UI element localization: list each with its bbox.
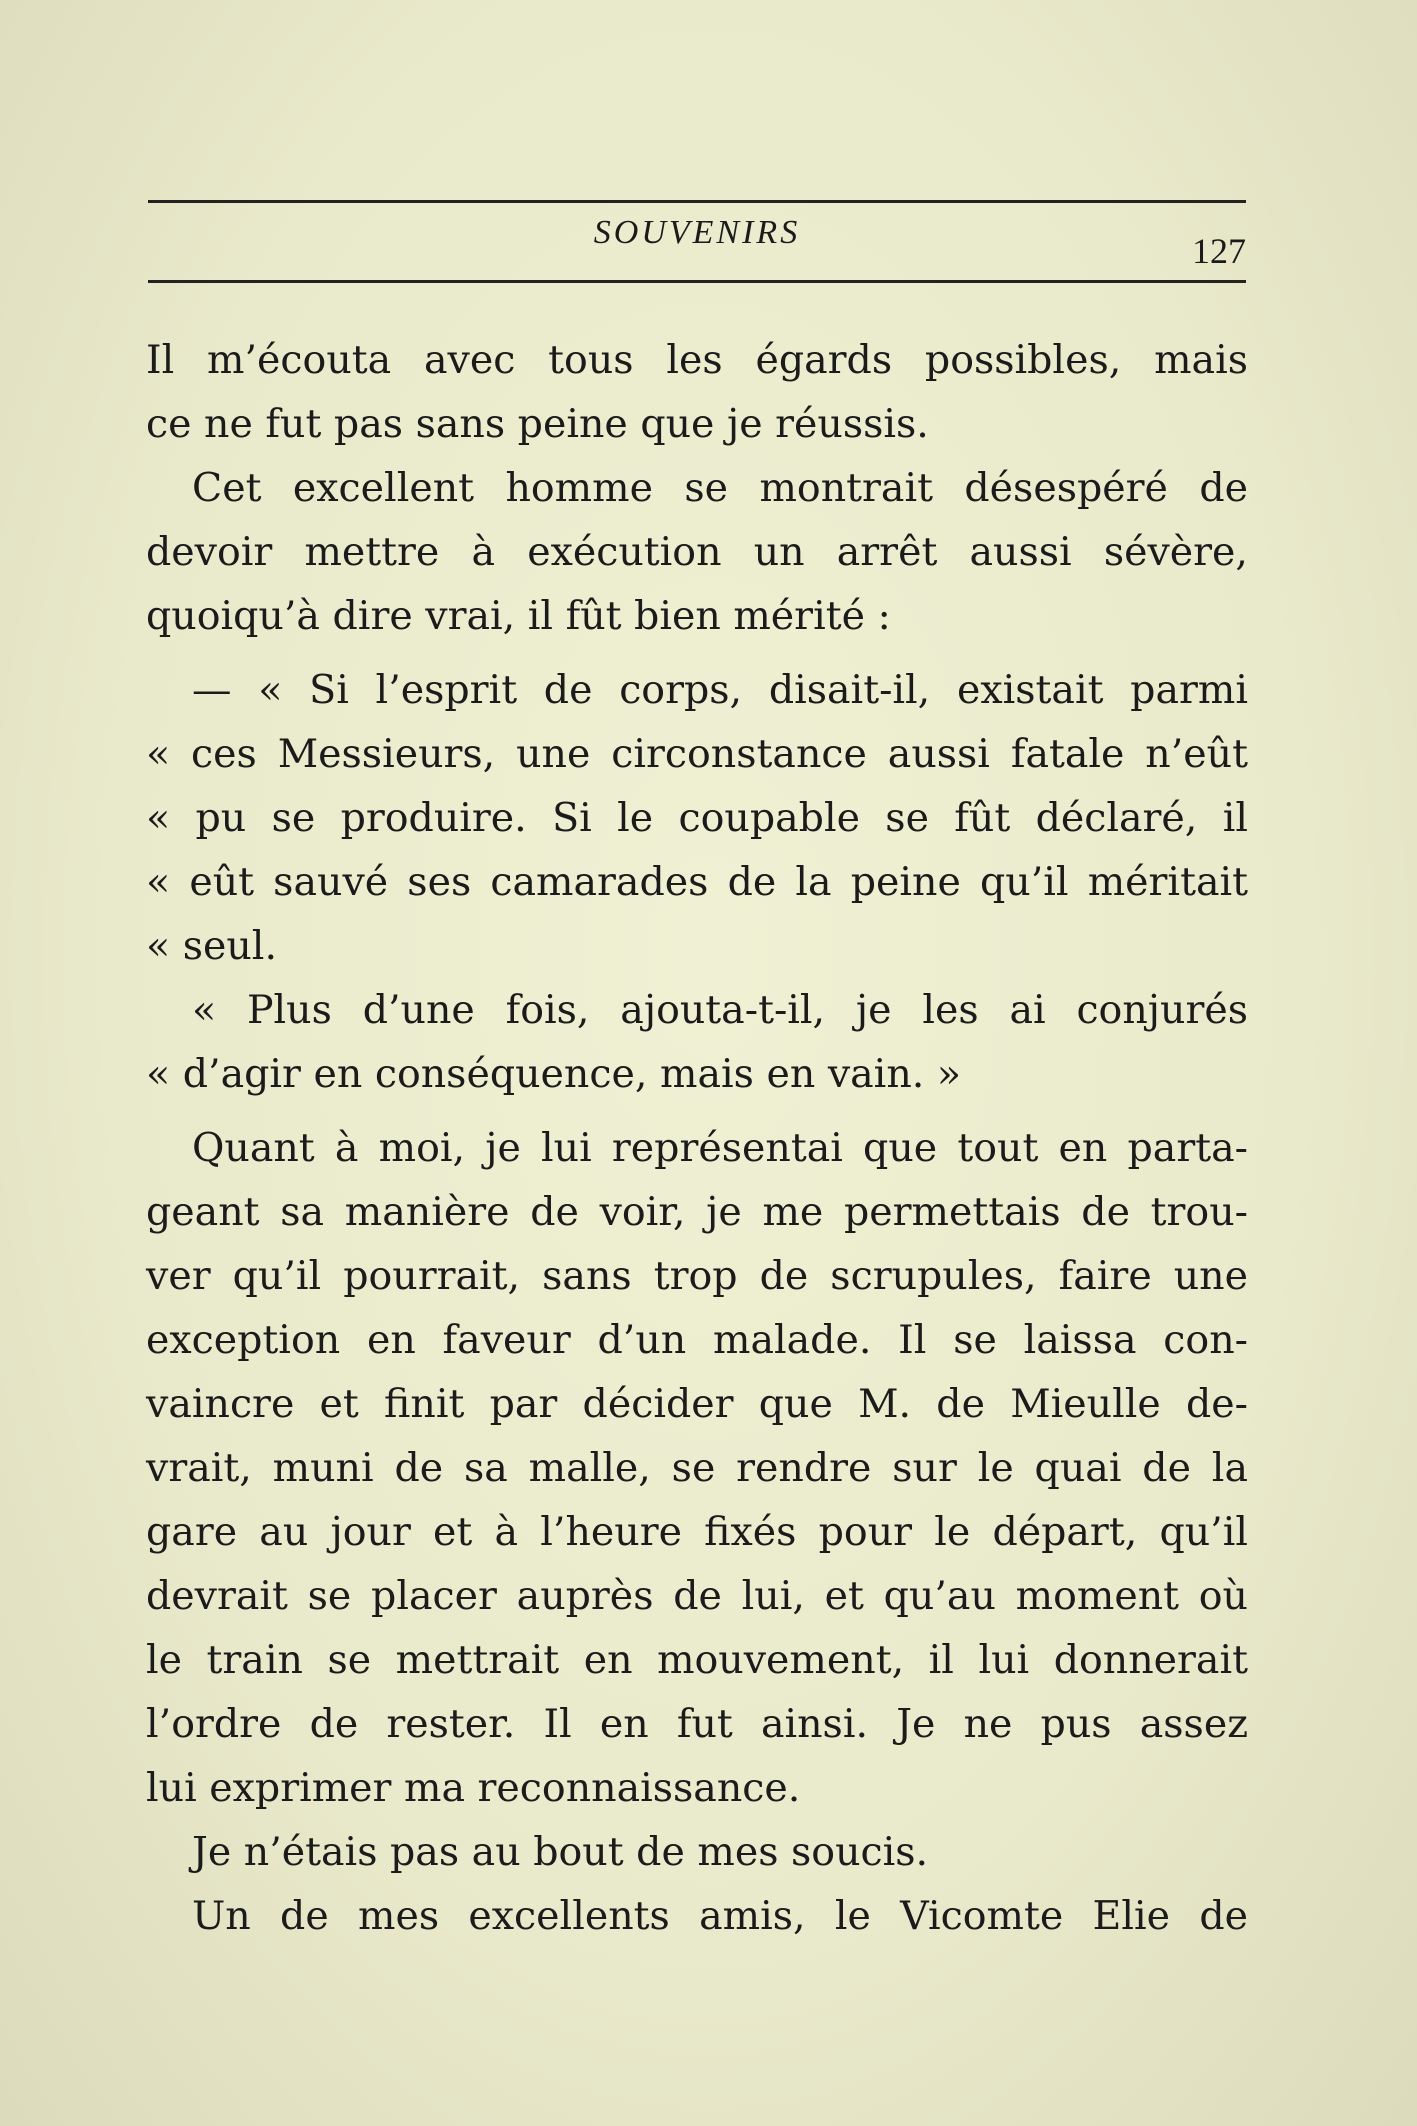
text-line: « seul. [146,923,277,969]
text-line: le train se mettrait en mouvement, il lui donnerait [146,1637,1248,1683]
header-rule-bottom [148,280,1246,283]
text-line: « pu se produire. Si le coupable se fût déclaré, il [146,795,1248,841]
text-line: Cet excellent homme se montrait désespéré de [192,465,1248,511]
text-line: quoiqu’à dire vrai, il fût bien mérité : [146,593,891,639]
text-line: « eût sauvé ses camarades de la peine qu’il méritait [146,859,1248,905]
text-line: Un de mes excellents amis, le Vicomte Elie de [192,1893,1248,1939]
text-line: devoir mettre à exécution un arrêt aussi sévère, [146,529,1248,575]
text-line: Je n’étais pas au bout de mes soucis. [192,1829,929,1875]
text-line: ce ne fut pas sans peine que je réussis. [146,401,929,447]
text-line: Quant à moi, je lui représentai que tout en parta- [192,1125,1248,1171]
text-line: exception en faveur d’un malade. Il se laissa con- [146,1317,1248,1363]
text-line: vrait, muni de sa malle, se rendre sur le quai de la [146,1445,1248,1491]
text-line: « Plus d’une fois, ajouta-t-il, je les ai conjurés [192,987,1248,1033]
text-line: geant sa manière de voir, je me permettais de trou- [146,1189,1248,1235]
header-rule-top [148,200,1246,203]
body-text [146,328,1248,1948]
text-line: ver qu’il pourrait, sans trop de scrupules, faire une [146,1253,1248,1299]
text-line: devrait se placer auprès de lui, et qu’au moment où [146,1573,1248,1619]
text-line: — « Si l’esprit de corps, disait-il, existait parmi [192,667,1248,713]
text-line: gare au jour et à l’heure fixés pour le départ, qu’il [146,1509,1248,1555]
running-head: SOUVENIRS [593,214,801,251]
text-line: « ces Messieurs, une circonstance aussi fatale n’eût [146,731,1248,777]
text-line: lui exprimer ma reconnaissance. [146,1765,801,1811]
text-line: « d’agir en conséquence, mais en vain. » [146,1051,962,1097]
text-line: vaincre et finit par décider que M. de Mieulle de- [146,1381,1248,1427]
page-number: 127 [1192,231,1246,271]
text-line: Il m’écouta avec tous les égards possibles, mais [146,337,1248,383]
text-line: l’ordre de rester. Il en fut ainsi. Je ne pus assez [146,1701,1248,1747]
